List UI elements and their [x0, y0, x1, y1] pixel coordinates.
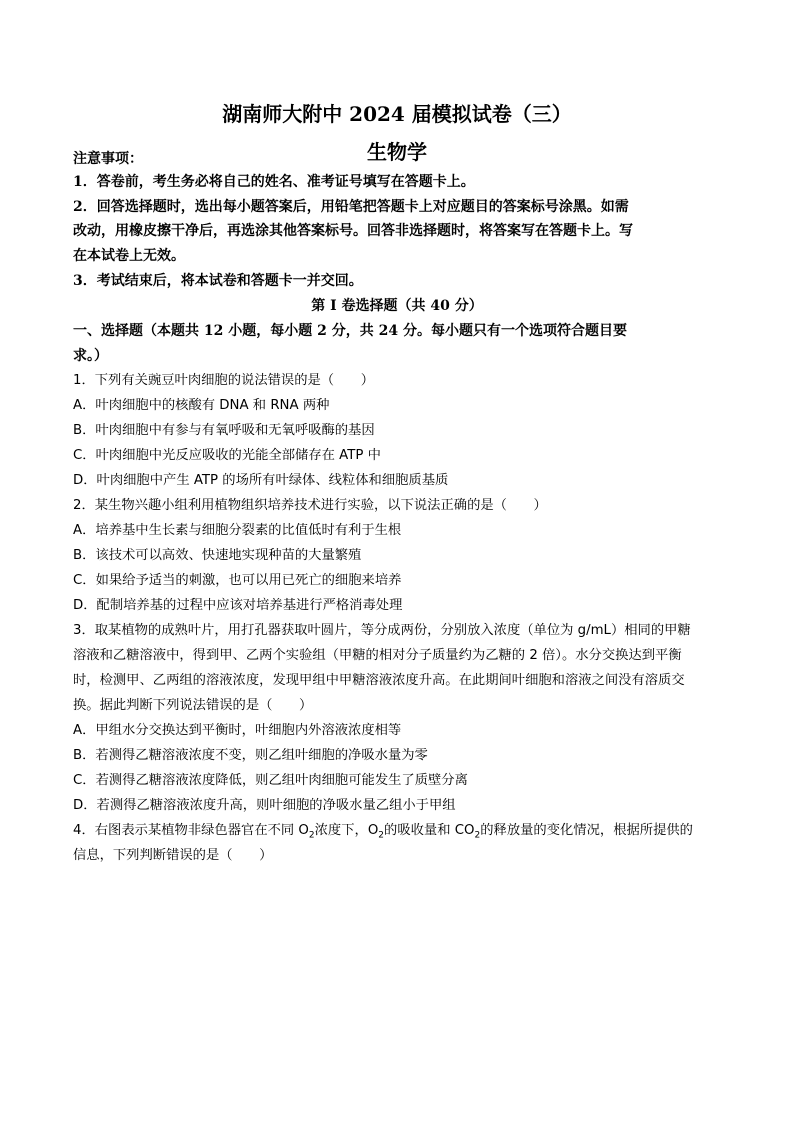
- question-1-option-b: B．叶肉细胞中有参与有氧呼吸和无氧呼吸酶的基因: [73, 423, 375, 438]
- note-line-5: 3．考试结束后，将本试卷和答题卡一并交回。: [73, 273, 363, 289]
- question-1-stem: 1．下列有关豌豆叶肉细胞的说法错误的是（ ）: [73, 373, 374, 388]
- note-line-2: 2．回答选择题时，选出每小题答案后，用铅笔把答题卡上对应题目的答案标号涂黑。如需: [73, 199, 629, 215]
- question-1-option-a: A．叶肉细胞中的核酸有 DNA 和 RNA 两种: [73, 398, 330, 413]
- question-3-option-d: D．若测得乙糖溶液浓度升高，则叶细胞的净吸水量乙组小于甲组: [73, 798, 456, 813]
- section-instruction-line-1: 一、选择题（本题共 12 小题，每小题 2 分，共 24 分。每小题只有一个选项符合题目要: [73, 323, 627, 339]
- question-3-stem-line-1: 3．取某植物的成熟叶片，用打孔器获取叶圆片，等分成两份，分别放入浓度（单位为 g/mL）相同的甲糖: [73, 623, 691, 638]
- question-2-option-c: C．如果给予适当的刺激，也可以用已死亡的细胞来培养: [73, 573, 402, 588]
- note-line-1: 1．答卷前，考生务必将自己的姓名、准考证号填写在答题卡上。: [73, 174, 475, 190]
- notes-heading: 注意事项：: [73, 151, 143, 167]
- q4-text-part-2: 浓度下，O: [314, 823, 379, 838]
- question-3-stem-line-4: 换。据此判断下列说法错误的是（ ）: [73, 698, 313, 713]
- question-2-option-d: D．配制培养基的过程中应该对培养基进行严格消毒处理: [73, 598, 403, 613]
- question-2-option-a: A．培养基中生长素与细胞分裂素的比值低时有利于生根: [73, 523, 402, 538]
- question-4-stem-line-2: 信息，下列判断错误的是（ ）: [73, 848, 273, 863]
- question-3-stem-line-2: 溶液和乙糖溶液中，得到甲、乙两个实验组（甲糖的相对分子质量约为乙糖的 2 倍）。水分交换达到平衡: [73, 648, 682, 663]
- note-line-3: 改动，用橡皮擦干净后，再选涂其他答案标号。回答非选择题时，将答案写在答题卡上。写: [73, 223, 633, 239]
- q4-subscript-1: 2: [308, 830, 315, 841]
- question-3-stem-line-3: 时，检测甲、乙两组的溶液浓度，发现甲组中甲糖溶液浓度升高。在此期间叶细胞和溶液之间没有溶质交: [73, 673, 685, 688]
- question-2-stem: 2．某生物兴趣小组利用植物组织培养技术进行实验，以下说法正确的是（ ）: [73, 498, 547, 513]
- note-line-4: 在本试卷上无效。: [73, 248, 185, 264]
- question-1-option-d: D．叶肉细胞中产生 ATP 的场所有叶绿体、线粒体和细胞质基质: [73, 473, 449, 488]
- section-instruction-line-2: 求。）: [73, 348, 108, 364]
- q4-text-part-3: 的吸收量和 CO: [384, 823, 475, 838]
- section-title: 第 I 卷选择题（共 40 分）: [311, 298, 483, 314]
- q4-text-part-1: 4．右图表示某植物非绿色器官在不同 O: [73, 823, 309, 838]
- question-3-option-c: C．若测得乙糖溶液浓度降低，则乙组叶肉细胞可能发生了质壁分离: [73, 773, 468, 788]
- question-3-option-a: A．甲组水分交换达到平衡时，叶细胞内外溶液浓度相等: [73, 723, 402, 738]
- subject-title: 生物学: [367, 140, 427, 164]
- question-4-stem-line-1: [73, 822, 733, 840]
- q4-subscript-2: 2: [378, 830, 385, 841]
- exam-title: 湖南师大附中 2024 届模拟试卷（三）: [222, 102, 572, 126]
- q4-text-part-4: 的释放量的变化情况，根据所提供的: [480, 823, 693, 838]
- question-1-option-c: C．叶肉细胞中光反应吸收的光能全部储存在 ATP 中: [73, 448, 381, 463]
- q4-subscript-3: 2: [474, 830, 481, 841]
- question-3-option-b: B．若测得乙糖溶液浓度不变，则乙组叶细胞的净吸水量为零: [73, 748, 428, 763]
- question-2-option-b: B．该技术可以高效、快速地实现种苗的大量繁殖: [73, 548, 362, 563]
